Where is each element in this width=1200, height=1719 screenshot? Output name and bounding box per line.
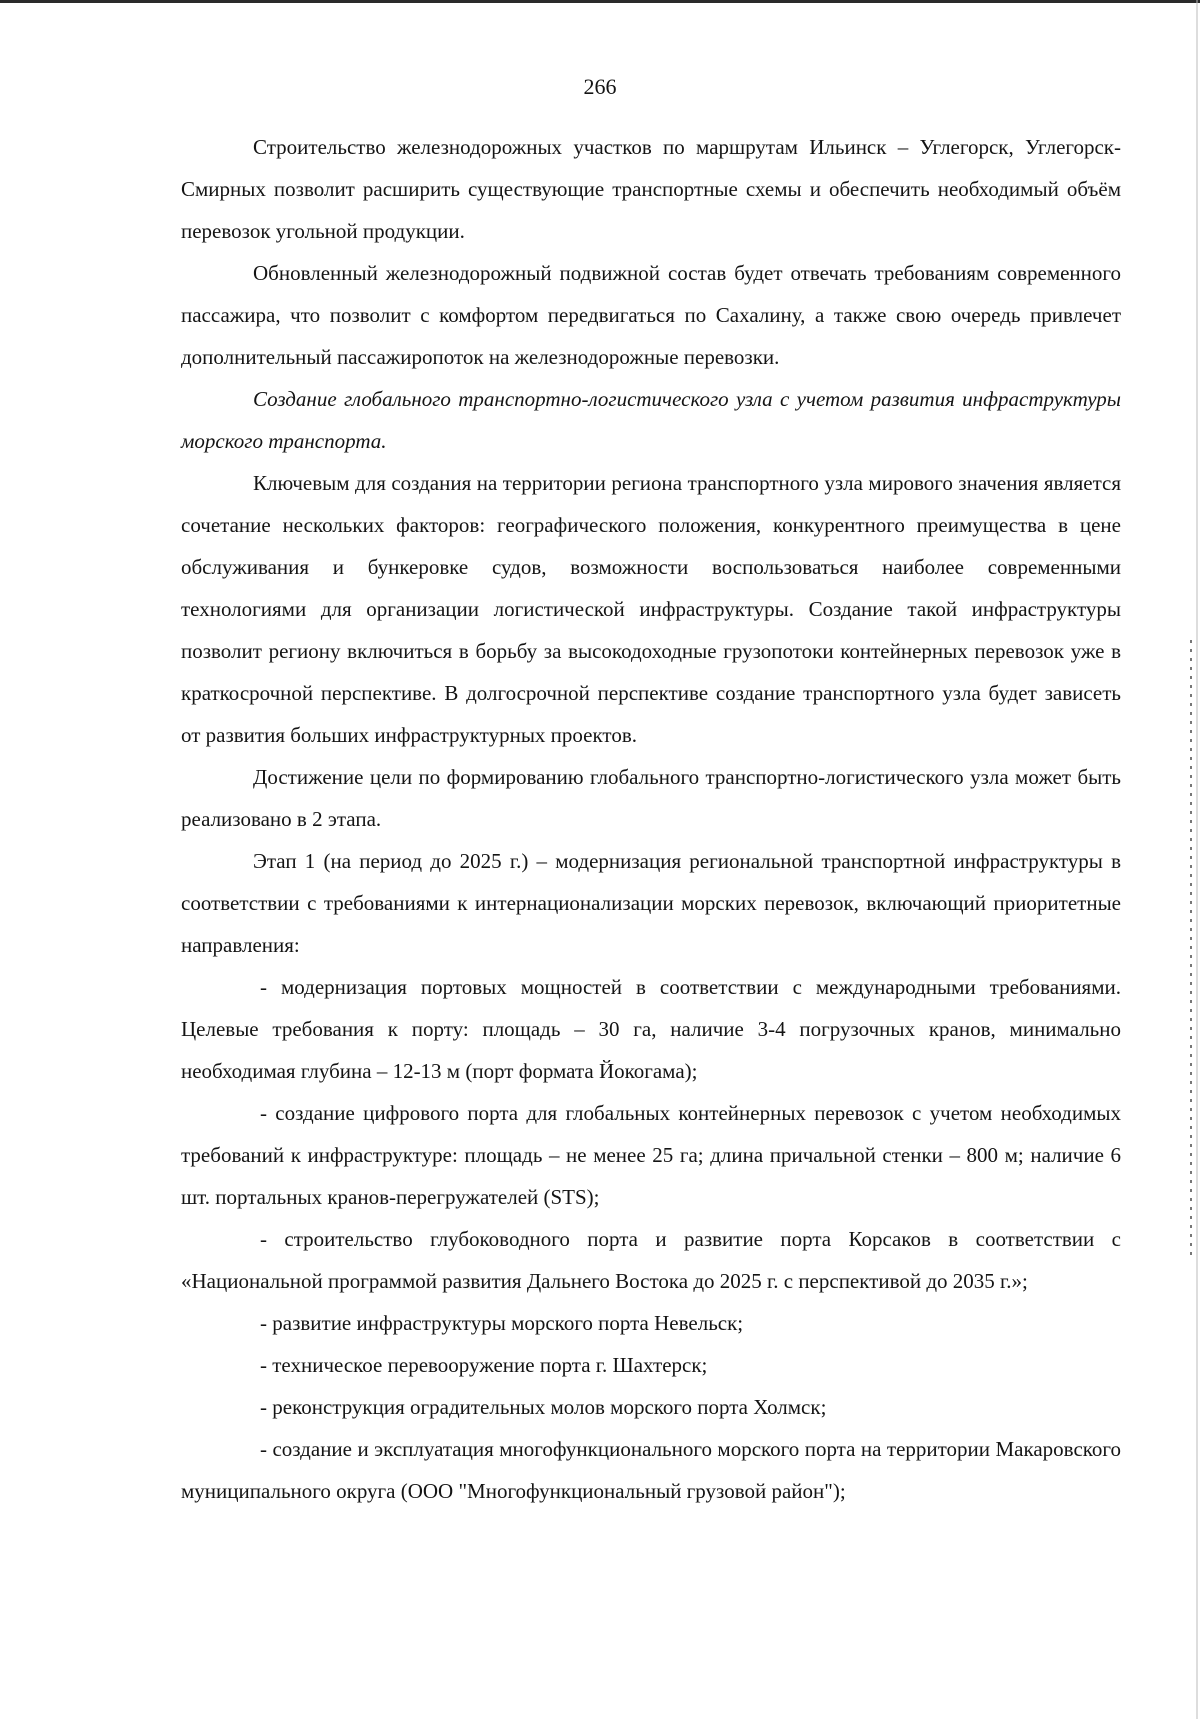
list-item-nevelsk-port: - развитие инфраструктуры морского порта Невельск; [260, 1311, 744, 1335]
list-item-makarov-port: - создание и эксплуатация многофункционального морского порта на территории Макаровского муниципального округа (ООО "Многофункциональный грузовой район"); [181, 1437, 1121, 1503]
paragraph-stage-one: Этап 1 (на период до 2025 г.) – модернизация региональной транспортной инфраструктуры в соответствии с требованиями к интернационализации морских перевозок, включающий приоритетные направления: [181, 849, 1121, 957]
scan-right-edge-dashes [1190, 640, 1192, 1260]
list-item-korsakov-port: - строительство глубоководного порта и развитие порта Корсаков в соответствии с «Национальной программой развития Дальнего Востока до 2025 г. с перспективой до 2035 г.»; [181, 1227, 1121, 1293]
paragraph-railway-construction: Строительство железнодорожных участков по маршрутам Ильинск – Углегорск, Углегорск-Смирных позволит расширить существующие транспортные схемы и обеспечить необходимый объём перевозок угольной продукции. [181, 135, 1121, 243]
page-body [181, 126, 1121, 1512]
paragraph-two-stages: Достижение цели по формированию глобального транспортно-логистического узла может быть реализовано в 2 этапа. [181, 765, 1121, 831]
section-heading-transport-hub: Создание глобального транспортно-логистического узла с учетом развития инфраструктуры морского транспорта. [181, 387, 1121, 453]
list-item-shakhtersk-port: - техническое перевооружение порта г. Шахтерск; [260, 1353, 708, 1377]
scan-top-edge [0, 0, 1200, 3]
paragraph-key-factors: Ключевым для создания на территории региона транспортного узла мирового значения является сочетание нескольких факторов: географического положения, конкурентного преимущества в цене обслуживания и бункеровке судов, возможности воспользоваться наиболее современными технологиями для организации логистической инфраструктуры. Создание такой инфраструктуры позволит региону включиться в борьбу за высокодоходные грузопотоки контейнерных перевозок уже в краткосрочной перспективе. В долгосрочной перспективе создание транспортного узла будет зависеть от развития больших инфраструктурных проектов. [181, 471, 1121, 747]
list-item-port-modernization: - модернизация портовых мощностей в соответствии с международными требованиями. Целевые требования к порту: площадь – 30 га, наличие 3-4 погрузочных кранов, минимально необходимая глубина – 12-13 м (порт формата Йокогама); [181, 975, 1121, 1083]
page-number: 266 [583, 74, 617, 99]
paragraph-rolling-stock: Обновленный железнодорожный подвижной состав будет отвечать требованиям современного пассажира, что позволит с комфортом передвигаться по Сахалину, а также свою очередь привлечет дополнительный пассажиропоток на железнодорожные перевозки. [181, 261, 1121, 369]
list-item-digital-port: - создание цифрового порта для глобальных контейнерных перевозок с учетом необходимых требований к инфраструктуре: площадь – не менее 25 га; длина причальной стенки – 800 м; наличие 6 шт. портальных кранов-перегружателей (STS); [181, 1101, 1121, 1209]
list-item-kholmsk-port: - реконструкция оградительных молов морского порта Холмск; [260, 1395, 827, 1419]
scan-right-edge [1196, 0, 1198, 1719]
